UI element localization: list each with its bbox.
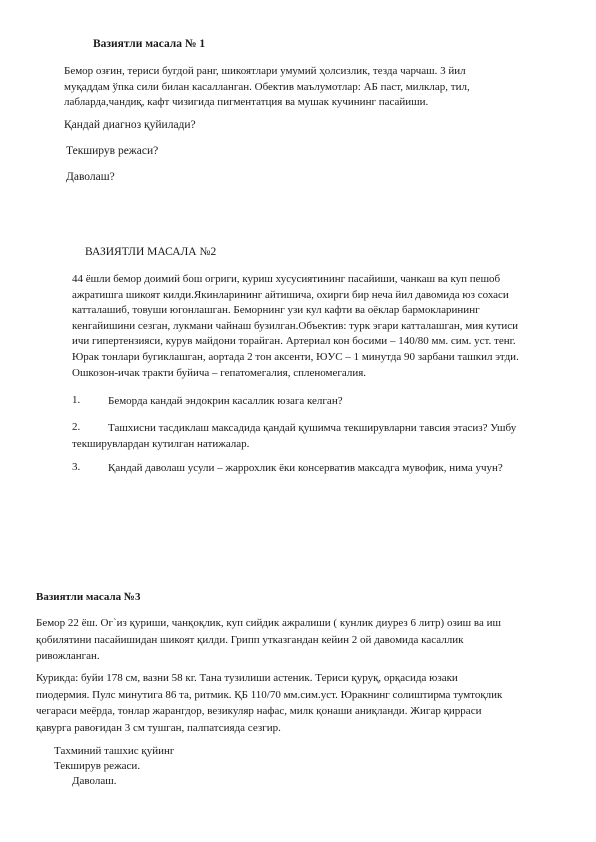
case3-line: ривожланган. bbox=[36, 650, 100, 662]
case1-title: Вазиятли масала № 1 bbox=[93, 38, 206, 50]
case1-question-diagnosis: Қандай диагноз қуйилади? bbox=[64, 119, 196, 131]
case3-title: Вазиятли масала №3 bbox=[36, 591, 141, 603]
case3-question-exam-plan: Текширув режаси. bbox=[54, 760, 141, 772]
case3-line: қавурга равоғидан 3 см тушган, палпатсияда сезгир. bbox=[36, 721, 281, 734]
case2-item-text: Қандай даволаш усули – жаррохлик ёки консерватив максадга мувофик, нима учун? bbox=[108, 462, 503, 474]
case3-paragraph-2 bbox=[36, 670, 502, 736]
case1-line: муқаддам ўпка сили билан касалланган. Обектив маълумотлар: АБ паст, милклар, тил, bbox=[64, 80, 470, 93]
case2-line: Юрак тонлари бугиклашган, аортада 2 тон аксенти, ЮУС – 1 минутда 90 зарбани ташкил этди. bbox=[72, 350, 519, 363]
case2-item-text: Беморда кандай эндокрин касаллик юзага келган? bbox=[108, 395, 343, 407]
case1-question-exam-plan: Текширув режаси? bbox=[66, 145, 159, 157]
case2-body bbox=[72, 272, 519, 381]
case3-line: Курикда: буйи 178 см, вазни 58 кг. Тана тузилиши астеник. Териси қуруқ, орқасида юзаки bbox=[36, 672, 458, 684]
case2-line: Ошкозон-ичак тракти буйича – гепатомегалия, спленомегалия. bbox=[72, 366, 367, 379]
case3-line: қобилятини пасайишидан шикоят қилди. Грипп утказгандан кейин 2 ой давомида касаллик bbox=[36, 633, 464, 646]
case3-line: чегараси меёрда, тонлар жарангдор, везикуляр нафас, милк қонаши аниқланди. Жигар қирраси bbox=[36, 705, 482, 717]
case2-line: кенгайишини сезган, лукмани чайнаш бузилган.Объектив: турк эгари катталашган, мия кутиси bbox=[72, 319, 519, 332]
case2-item-text: Ташхисни тасдиклаш максадида қандай қушимча текширувларни тавсия этасиз? Ушбу bbox=[108, 422, 517, 434]
case2-line: ажратишга шикоят килди.Якинларининг айтишича, охирги бир неча йил давомида юз сохаси bbox=[72, 288, 509, 301]
case2-line: 44 ёшли бемор доимий бош огриги, куриш хусусиятининг пасайиши, чанкаш ва куп пешоб bbox=[72, 273, 501, 285]
case1-line: лабларда,чандиқ, кафт чизигида пигментатция ва мушак кучининг пасайиши. bbox=[64, 96, 429, 108]
case2-line: ичи гипертензияси, курув майдони торайган. Артериал кон босими – 140/80 мм. сим. уст. тенг. bbox=[72, 335, 516, 348]
case3-question-treatment: Даволаш. bbox=[72, 775, 117, 787]
case3-paragraph-1 bbox=[36, 615, 501, 665]
case2-item-number: 3. bbox=[72, 461, 81, 473]
case2-line: катталашиб, товуши югонлашган. Беморнинг узи кул кафти ва оёклар бармокларининг bbox=[72, 304, 480, 317]
case3-line: Бемор 22 ёш. Ог`из қуриши, чанқоқлик, куп сийдик ажралиши ( кунлик диурез 6 литр) озиш ва иш bbox=[36, 617, 501, 629]
case1-body bbox=[64, 64, 470, 111]
case2-item-text: текширувлардан кутилган натижалар. bbox=[72, 438, 250, 450]
case2-item-number: 1. bbox=[72, 394, 81, 406]
case3-question-diagnosis: Тахминий ташхис қуйинг bbox=[54, 745, 175, 757]
case1-line: Бемор озғин, териси бугдой ранг, шикоятлари умумий ҳолсизлик, тезда чарчаш. 3 йил bbox=[64, 65, 466, 77]
case3-line: пиодермия. Пулс минутига 86 та, ритмик. ҚБ 110/70 мм.сим.уст. Юракнинг солиштирма тумтоқлик bbox=[36, 688, 503, 701]
case2-title: ВАЗИЯТЛИ МАСАЛА №2 bbox=[85, 246, 217, 258]
case2-item-number: 2. bbox=[72, 421, 81, 433]
case1-question-treatment: Даволаш? bbox=[66, 171, 115, 183]
